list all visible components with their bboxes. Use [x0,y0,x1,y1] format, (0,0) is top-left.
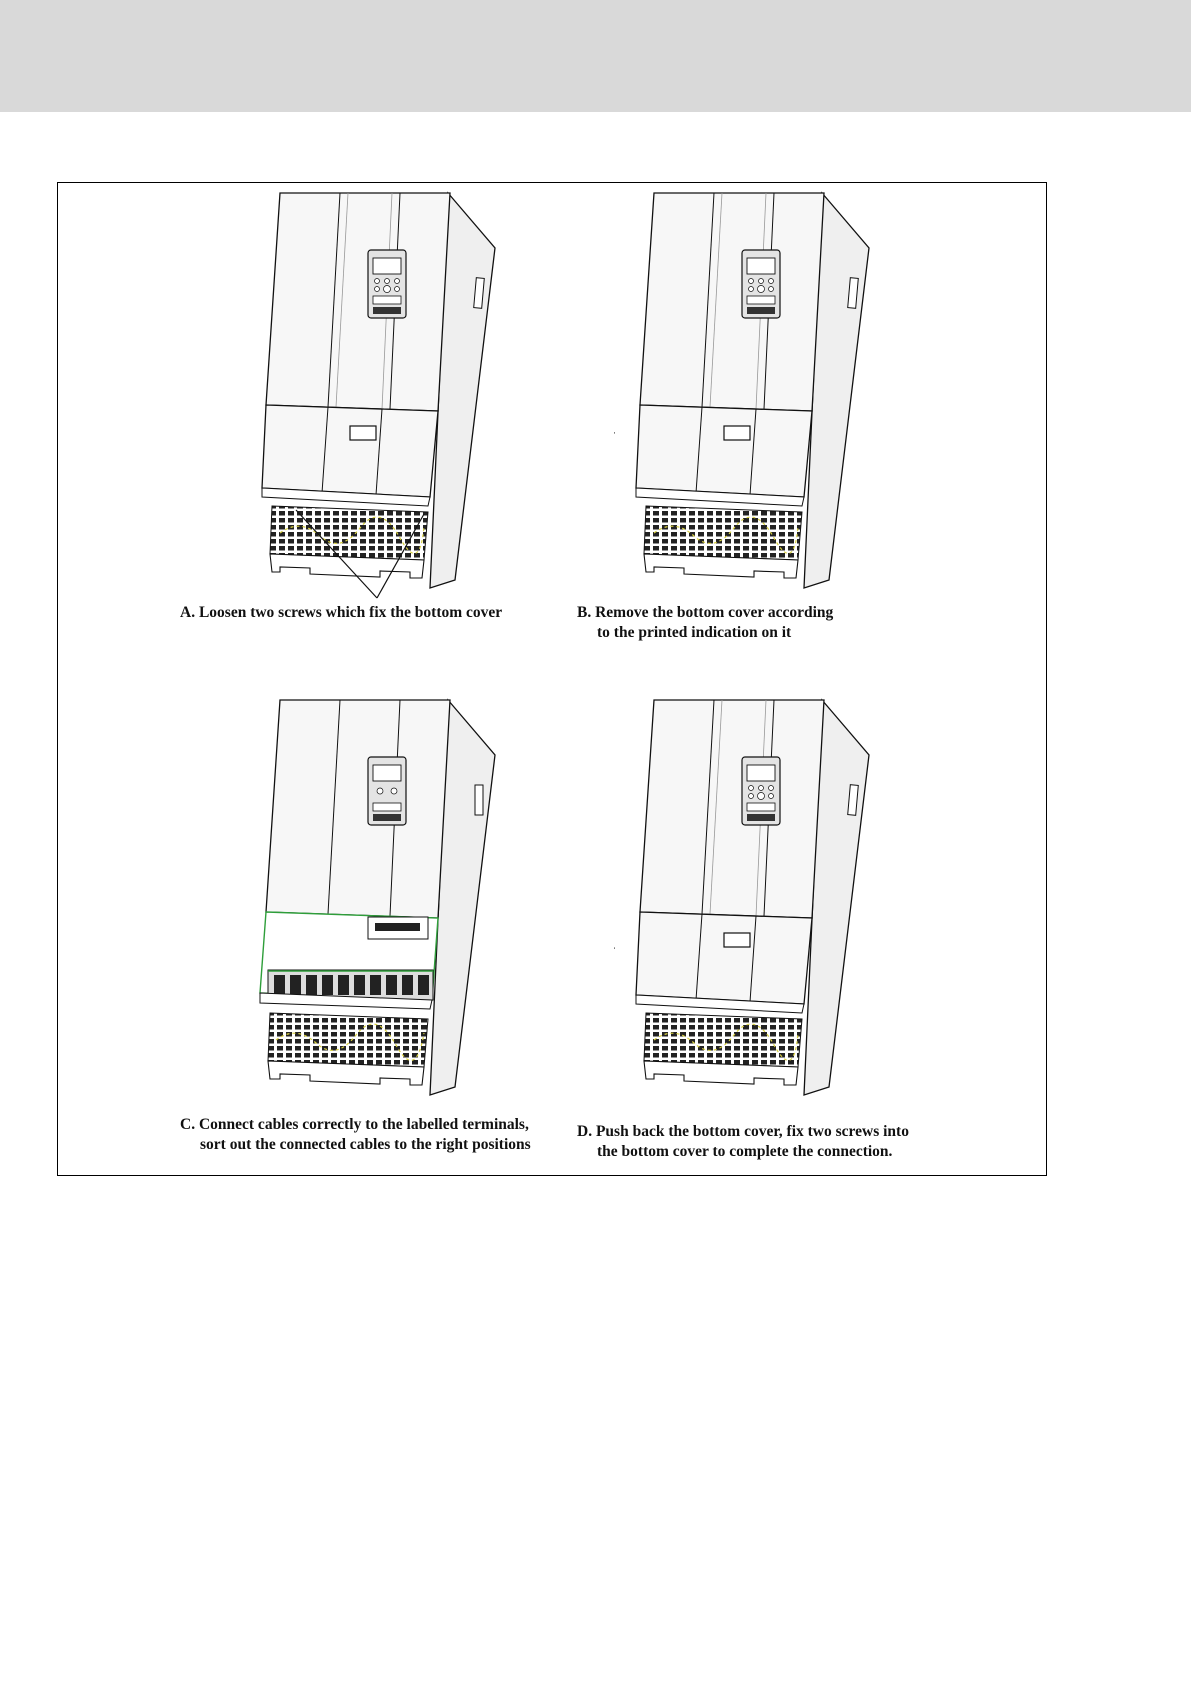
step-letter: C. [180,1116,196,1133]
drive-illustration-d [614,695,894,1115]
step-letter: A. [180,604,196,621]
step-letter: B. [577,604,592,621]
drive-illustration-a [240,188,520,608]
step-text-continued: sort out the connected cables to the right positions [200,1136,531,1153]
step-text-continued: the bottom cover to complete the connection. [597,1143,893,1160]
step-text-continued: to the printed indication on it [597,624,792,641]
drive-illustration-b [614,188,894,608]
figure-frame [57,182,1047,1176]
step-text: Remove the bottom cover according [595,604,834,621]
step-text: Push back the bottom cover, fix two screws into [595,1123,909,1140]
header-band [0,0,1191,112]
step-text: Loosen two screws which fix the bottom cover [198,604,503,621]
caption-step-c [180,1115,531,1155]
caption-step-b [577,603,833,643]
drive-illustration-c [240,695,520,1115]
step-letter: D. [577,1123,593,1140]
caption-step-a [180,603,502,623]
step-text: Connect cables correctly to the labelled terminals, [198,1116,529,1133]
caption-step-d [577,1122,909,1162]
